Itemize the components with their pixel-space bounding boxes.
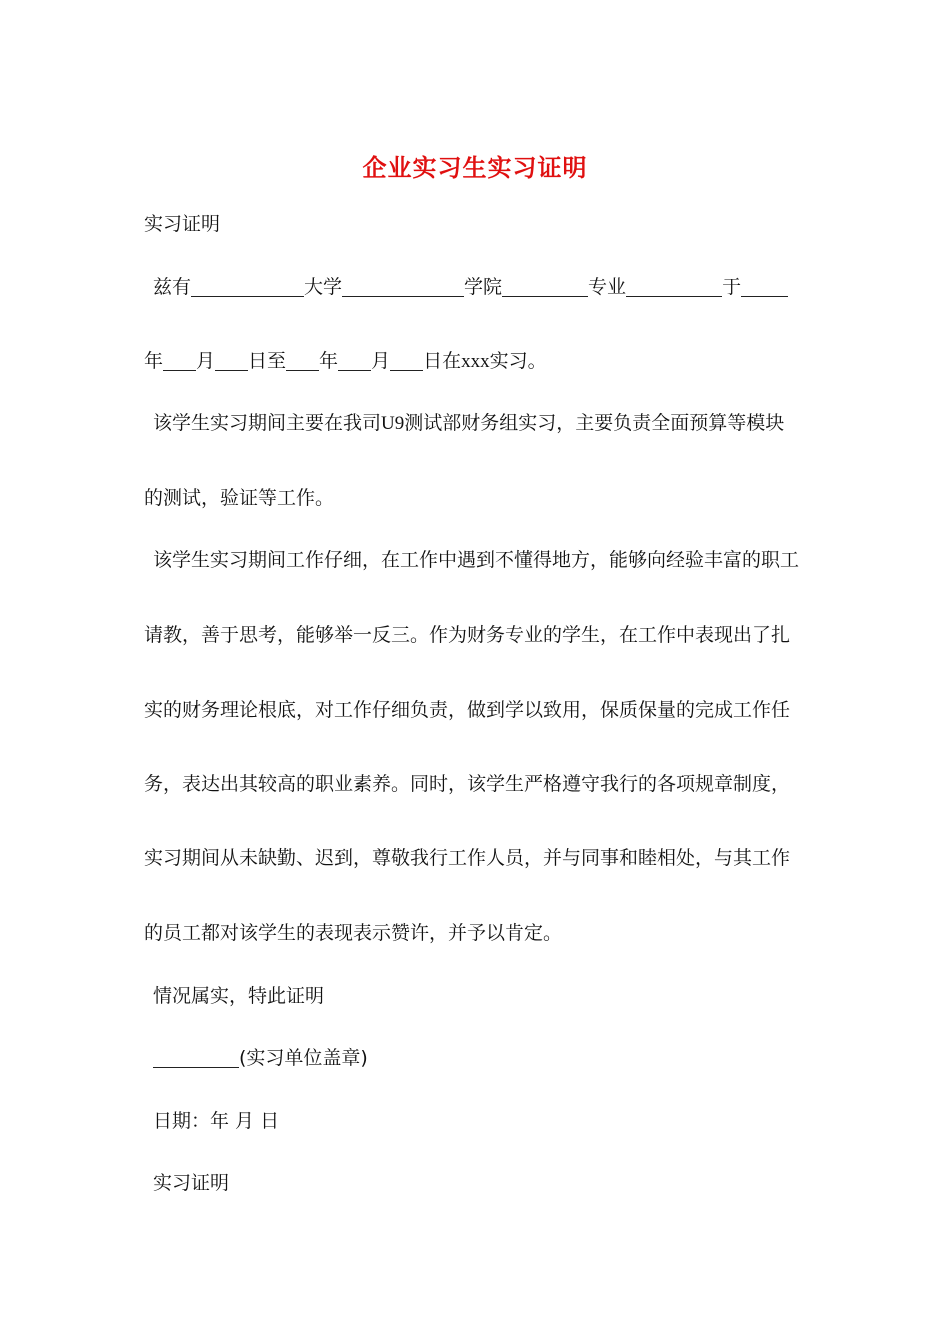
blank-start-month bbox=[163, 350, 196, 371]
text-day-at: 日在 bbox=[423, 350, 462, 372]
document-heading: 实习证明 bbox=[144, 213, 221, 235]
seal-line bbox=[153, 1043, 368, 1073]
blank-seal bbox=[153, 1047, 239, 1068]
text-internship: 实习。 bbox=[489, 350, 547, 372]
blank-end-month bbox=[338, 350, 371, 371]
para3-line5: 实习期间从未缺勤、迟到，尊敬我行工作人员，并与同事和睦相处，与其工作 bbox=[144, 847, 791, 869]
para2-line1 bbox=[153, 408, 784, 439]
blank-end-day bbox=[390, 350, 423, 371]
text-university: 大学 bbox=[304, 276, 343, 298]
text-zi-you: 兹有 bbox=[153, 276, 192, 298]
text-college: 学院 bbox=[464, 276, 503, 298]
date-range-line bbox=[144, 346, 547, 377]
text-month: 月 bbox=[196, 350, 216, 372]
para2-text-c: 测试部财务组实习，主要负责全面预算等模块 bbox=[404, 412, 785, 434]
para2-line2: 的测试，验证等工作。 bbox=[144, 487, 335, 509]
text-company-placeholder: xxx bbox=[461, 351, 490, 372]
blank-college bbox=[502, 276, 588, 297]
text-day-to: 日至 bbox=[248, 350, 287, 372]
para2-text-u9: U9 bbox=[381, 413, 405, 434]
text-yu: 于 bbox=[722, 276, 742, 298]
footer-heading: 实习证明 bbox=[153, 1172, 230, 1194]
text-month-2: 月 bbox=[371, 350, 391, 372]
blank-end-year bbox=[286, 350, 319, 371]
para2-text-a: 该学生实习期间主要在我司 bbox=[153, 412, 382, 434]
para3-line4: 务，表达出其较高的职业素养。同时，该学生严格遵守我行的各项规章制度， bbox=[144, 773, 791, 795]
seal-label: (实习单位盖章) bbox=[239, 1047, 368, 1069]
date-signature: 日期：年 月 日 bbox=[153, 1110, 280, 1132]
blank-start-year bbox=[741, 276, 788, 297]
blank-major bbox=[626, 276, 722, 297]
blank-start-day bbox=[215, 350, 248, 371]
para3-line1: 该学生实习期间工作仔细，在工作中遇到不懂得地方，能够向经验丰富的职工 bbox=[153, 549, 800, 571]
blank-name bbox=[191, 276, 304, 297]
text-year: 年 bbox=[144, 350, 164, 372]
fill-in-line bbox=[153, 272, 788, 302]
blank-university bbox=[342, 276, 464, 297]
text-year-2: 年 bbox=[319, 350, 339, 372]
para3-line3: 实的财务理论根底，对工作仔细负责，做到学以致用，保质保量的完成工作任 bbox=[144, 699, 791, 721]
para3-line2: 请教，善于思考，能够举一反三。作为财务专业的学生，在工作中表现出了扎 bbox=[144, 624, 791, 646]
closing-statement: 情况属实，特此证明 bbox=[153, 985, 325, 1007]
text-major: 专业 bbox=[588, 276, 627, 298]
para3-line6: 的员工都对该学生的表现表示赞许，并予以肯定。 bbox=[144, 922, 563, 944]
document-title: 企业实习生实习证明 bbox=[362, 153, 588, 182]
